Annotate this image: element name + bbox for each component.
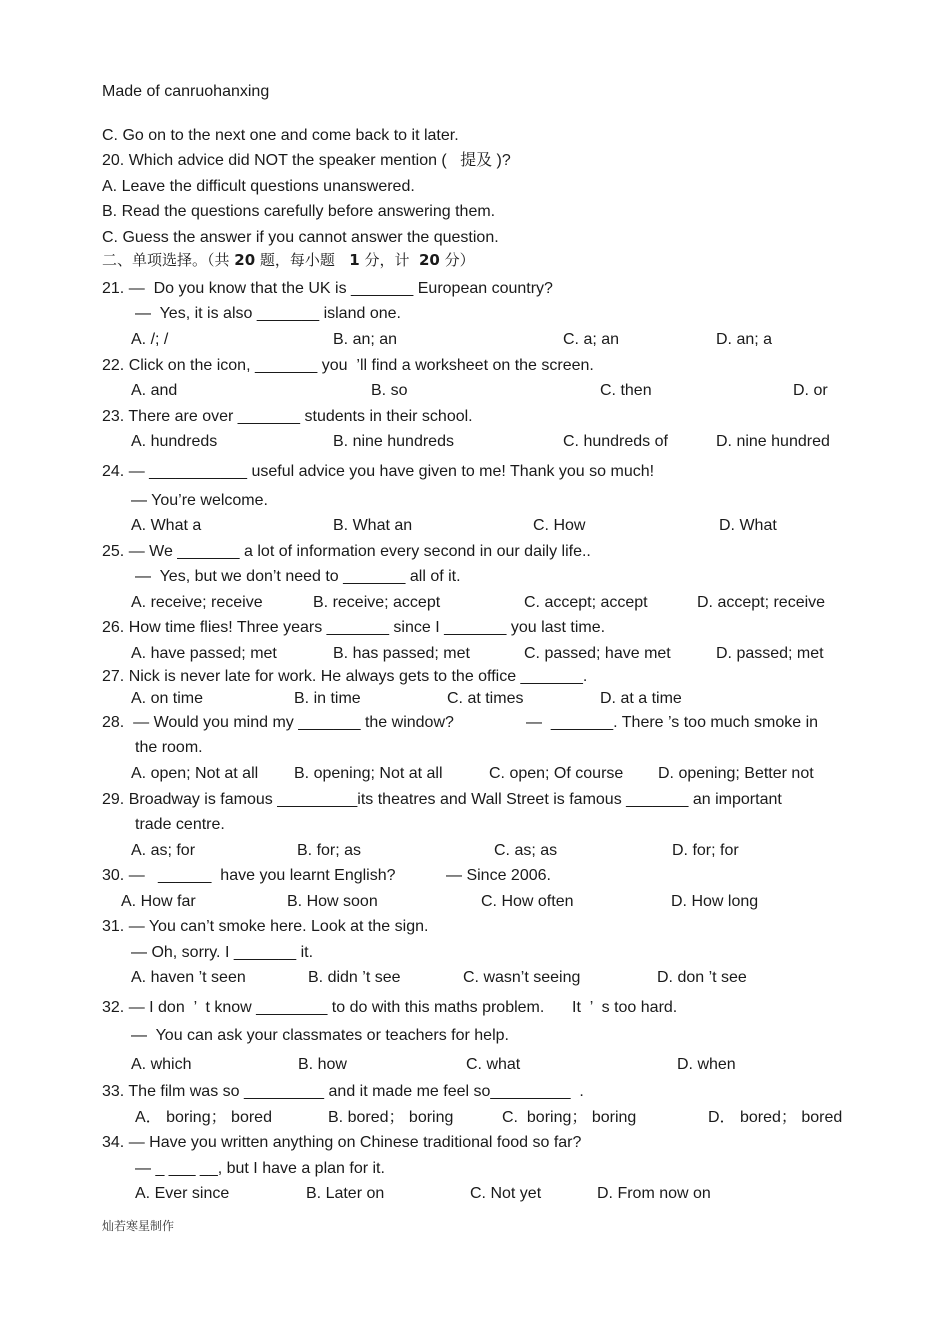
q31-option-a: A. haven ’t seen [131,969,246,986]
q30-option-a: A. How far [121,893,196,910]
q32-option-d: D. when [677,1056,736,1073]
section-2-mid1: 题，每小题 [255,251,350,269]
q34-response: — _ ___ __, but I have a plan for it. [135,1160,385,1177]
q33-stem: 33. The film was so _________ and it made me feel so_________ . [102,1083,584,1100]
section-2-heading [102,250,475,270]
q24-option-b: B. What an [333,517,413,534]
q24-stem: 24. — ___________ useful advice you have given to me! Thank you so much! [102,463,655,480]
q20-option-a: A. Leave the difficult questions unanswered. [102,178,415,195]
q29-stem: 29. Broadway is famous _________its theatres and Wall Street is famous _______ an important [102,791,782,808]
q33-option-c: C. boring； boring [502,1109,637,1126]
q33-option-a: A． boring； bored [135,1109,272,1126]
q21-option-a: A. /; / [131,331,169,348]
q31-option-d: D. don ’t see [657,969,747,986]
q25-option-d: D. accept; receive [697,594,826,611]
q23-option-c: C. hundreds of [563,433,668,450]
q20-stem: 20. Which advice did NOT the speaker mention ( 提及 )? [102,152,511,169]
q29-option-b: B. for; as [297,842,362,859]
q34-option-a: A. Ever since [135,1185,230,1202]
q24-response: — You’re welcome. [131,492,268,509]
q30-option-d: D. How long [671,893,759,910]
q31-option-b: B. didn ’t see [308,969,401,986]
q29-stem-cont: trade centre. [135,816,225,833]
q25-response: — Yes, but we don’t need to _______ all of it. [135,568,461,585]
q20-option-c: C. Guess the answer if you cannot answer the question. [102,229,499,246]
q34-option-d: D. From now on [597,1185,711,1202]
q21-option-d: D. an; a [716,331,773,348]
q28-option-d: D. opening; Better not [658,765,814,782]
q25-option-c: C. accept; accept [524,594,648,611]
section-2-n1: 20 [234,251,256,269]
q26-option-b: B. has passed; met [333,645,470,662]
q34-option-c: C. Not yet [470,1185,542,1202]
q21-option-c: C. a; an [563,331,620,348]
q31-response: — Oh, sorry. I _______ it. [131,944,314,961]
q31-option-c: C. wasn’t seeing [463,969,581,986]
q22-option-b: B. so [371,382,408,399]
q21-option-b: B. an; an [333,331,398,348]
q21-stem: 21. — Do you know that the UK is _______ European country? [102,280,553,297]
q22-option-a: A. and [131,382,178,399]
q29-option-a: A. as; for [131,842,196,859]
q28-stem: 28. — Would you mind my _______ the window? [102,714,454,731]
q32-response: — You can ask your classmates or teachers for help. [131,1027,509,1044]
q28-response: — _______. There ’s too much smoke in [526,714,819,731]
q24-option-a: A. What a [131,517,202,534]
q32-option-a: A. which [131,1056,192,1073]
section-2-post: 分） [439,251,475,269]
q28-option-c: C. open; Of course [489,765,624,782]
q26-stem: 26. How time flies! Three years _______ since I _______ you last time. [102,619,606,636]
q30-response: — Since 2006. [446,867,551,884]
q23-option-b: B. nine hundreds [333,433,454,450]
q34-option-b: B. Later on [306,1185,385,1202]
q26-option-c: C. passed; have met [524,645,671,662]
q31-stem: 31. — You can’t smoke here. Look at the sign. [102,918,429,935]
q20-option-b: B. Read the questions carefully before answering them. [102,203,496,220]
q27-option-d: D. at a time [600,690,682,707]
q26-option-d: D. passed; met [716,645,824,662]
q28-option-a: A. open; Not at all [131,765,259,782]
q32-option-b: B. how [298,1056,347,1073]
q28-stem-cont: the room. [135,739,203,756]
q21-response: — Yes, it is also _______ island one. [135,305,401,322]
q23-stem: 23. There are over _______ students in their school. [102,408,473,425]
section-2-n3: 20 [418,251,440,269]
q28-option-b: B. opening; Not at all [294,765,443,782]
q32-option-c: C. what [466,1056,521,1073]
q25-option-a: A. receive; receive [131,594,263,611]
q24-option-d: D. What [719,517,777,534]
q27-option-c: C. at times [447,690,524,707]
q32-stem-tail: It ’ s too hard. [572,999,678,1016]
q33-option-b: B. bored； boring [328,1109,454,1126]
q24-option-c: C. How [533,517,586,534]
q32-stem: 32. — I don ’ t know ________ to do with this maths problem. [102,999,545,1016]
section-2-mid2: 分，计 [359,251,419,269]
q27-option-b: B. in time [294,690,361,707]
q22-stem: 22. Click on the icon, _______ you ’ll find a worksheet on the screen. [102,357,594,374]
q30-option-b: B. How soon [287,893,378,910]
q30-stem: 30. — ______ have you learnt English? [102,867,396,884]
q30-option-c: C. How often [481,893,574,910]
q27-option-a: A. on time [131,690,204,707]
section-2-pre: 二、单项选择。（共 [102,251,235,269]
q26-option-a: A. have passed; met [131,645,277,662]
q34-stem: 34. — Have you written anything on Chinese traditional food so far? [102,1134,582,1151]
section-2-n2: 1 [349,251,360,269]
q33-option-d: D． bored； bored [708,1109,843,1126]
q22-option-d: D. or [793,382,828,399]
q25-stem: 25. — We _______ a lot of information every second in our daily life.. [102,543,591,560]
page-header: Made of canruohanxing [102,83,270,100]
q23-option-d: D. nine hundred [716,433,830,450]
page-footer: 灿若寒星制作 [102,1219,175,1233]
q23-option-a: A. hundreds [131,433,218,450]
q27-stem: 27. Nick is never late for work. He always gets to the office _______. [102,668,588,685]
q29-option-c: C. as; as [494,842,558,859]
q19-option-c: C. Go on to the next one and come back to it later. [102,127,459,144]
q22-option-c: C. then [600,382,652,399]
q25-option-b: B. receive; accept [313,594,441,611]
q29-option-d: D. for; for [672,842,739,859]
